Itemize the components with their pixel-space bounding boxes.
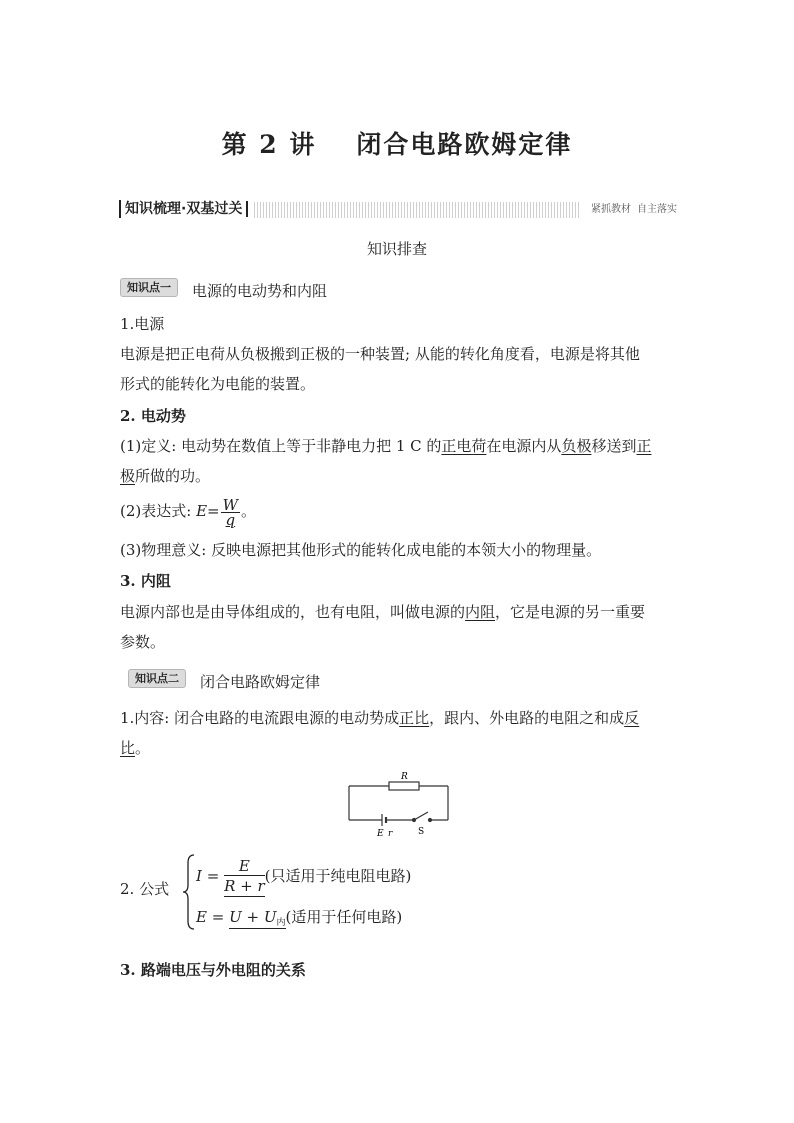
s1-text-a: 电源是把正电荷从负极搬到正极的一种装置; 从能的转化角度看，电源是将其他 (120, 345, 640, 363)
s3-text-a (120, 597, 678, 627)
left-brace-icon (182, 853, 196, 931)
s2-expression (120, 496, 678, 527)
label-E: E (377, 829, 384, 838)
f2-rhs: U + U (229, 908, 277, 926)
s2-def-mid: 在电源内从 (486, 437, 562, 455)
k2-end: 。 (135, 739, 151, 757)
expr-numerator: W (222, 495, 239, 514)
section-tags (581, 202, 677, 218)
circuit-diagram (344, 768, 454, 838)
section-tag-2: 自主落实 (637, 204, 677, 215)
blank-inverse-b: 比 (120, 739, 136, 757)
f2-lhs: E (196, 908, 207, 926)
formula-label: 2. 公式 (120, 880, 170, 898)
f2-note: (适用于任何电路) (285, 908, 403, 926)
knowledge-point-1 (120, 276, 327, 298)
label-R: R (401, 772, 408, 782)
lecture-number: 第 2 讲 (221, 130, 317, 159)
blank-negative-pole: 负极 (561, 437, 592, 455)
f1-fraction (224, 857, 265, 897)
f2-eq: = (211, 908, 225, 926)
expr-lhs: E= (196, 502, 220, 520)
formula-block (120, 853, 520, 933)
f2-subscript: 内 (276, 918, 286, 928)
k2-content-b (120, 733, 678, 763)
f1-eq: = (206, 867, 220, 885)
k2-mid: ，跟内、外电路的电阻之和成 (429, 709, 625, 727)
blank-positive-charge: 正电荷 (441, 437, 487, 455)
s1-text-b: 形式的能转化为电能的装置。 (120, 375, 316, 393)
s2-def-line-b (120, 461, 678, 491)
formula-row-1 (196, 857, 411, 897)
s3-heading: 3. 内阻 (120, 572, 171, 590)
s3-rest: ，它是电源的另一重要 (495, 603, 646, 621)
page-title (0, 125, 794, 161)
formula-row-2 (196, 906, 402, 928)
expr-prefix: (2)表达式: (120, 502, 197, 520)
s2-def-line-a (120, 431, 678, 461)
s3-text-b: 参数。 (120, 633, 166, 651)
s1-heading: 1.电源 (120, 315, 165, 333)
f1-note: (只适用于纯电阻电路) (264, 867, 412, 885)
sub-heading: 知识排查 (366, 240, 427, 258)
k2-content-a (120, 703, 678, 733)
resistor-icon (389, 782, 419, 790)
kp1-title: 电源的电动势和内阻 (192, 282, 328, 300)
blank-inverse-a: 反 (624, 709, 640, 727)
section-label: 知识梳理·双基过关 (119, 200, 252, 218)
f1-lhs: I (196, 867, 202, 885)
f2-rhs-blank (229, 908, 285, 929)
knowledge-point-2 (128, 667, 320, 689)
f1-numerator: E (224, 857, 265, 876)
blank-positive-pole-b: 极 (120, 467, 136, 485)
s3b-heading: 3. 路端电压与外电阻的关系 (120, 961, 306, 979)
blank-positive-pole-a: 正 (636, 437, 652, 455)
k2-prefix: 1.内容: 闭合电路的电流跟电源的电动势成 (120, 709, 400, 727)
s2-def-mid2: 移送到 (591, 437, 637, 455)
label-S: S (418, 827, 425, 837)
kp2-title: 闭合电路欧姆定律 (200, 673, 321, 691)
expr-fraction (221, 495, 240, 529)
f1-denominator: R + r (224, 877, 265, 895)
label-r: r (388, 829, 393, 838)
s2-def-rest: 所做的功。 (135, 467, 211, 485)
s2-heading: 2. 电动势 (120, 407, 186, 425)
s2-meaning: (3)物理意义: 反映电源把其他形式的能转化成电能的本领大小的物理量。 (120, 541, 602, 559)
kp1-badge: 知识点一 (120, 278, 178, 297)
blank-direct-ratio: 正比 (399, 709, 430, 727)
lecture-topic: 闭合电路欧姆定律 (356, 130, 573, 159)
blank-internal-resistance: 内阻 (465, 603, 496, 621)
section-bar (119, 202, 677, 218)
expr-denominator: q (225, 510, 236, 529)
s3-prefix: 电源内部也是由导体组成的，也有电阻，叫做电源的 (120, 603, 466, 621)
expr-end: 。 (241, 502, 257, 520)
kp2-badge: 知识点二 (128, 669, 186, 688)
section-tag-1: 紧抓教材 (591, 204, 631, 215)
s2-def-prefix: (1)定义: 电动势在数值上等于非静电力把 1 C 的 (120, 437, 442, 455)
switch-blade-icon (414, 812, 428, 820)
